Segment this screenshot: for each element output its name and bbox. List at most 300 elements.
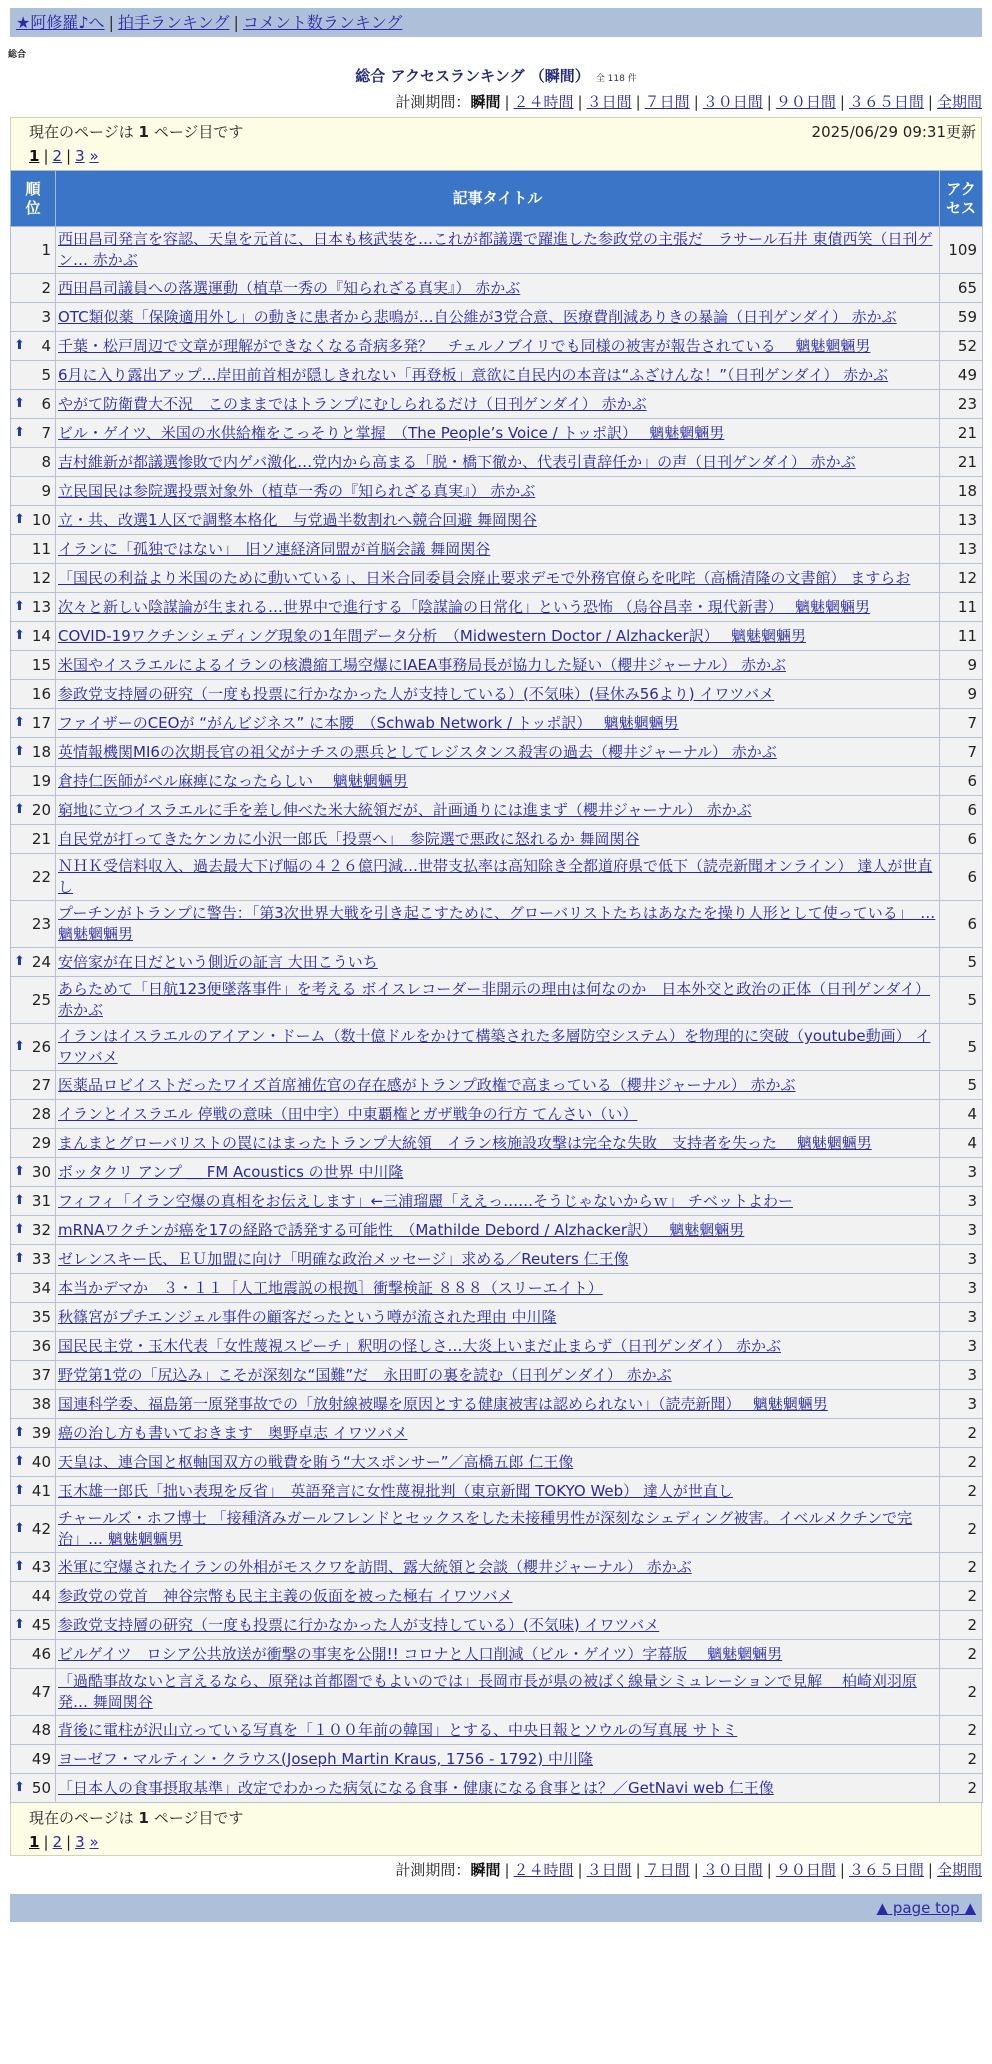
article-title-link[interactable]: 米軍に空爆されたイランの外相がモスクワを訪問、露大統領と会談（櫻井ジャーナル） 赤かぶ	[58, 1557, 692, 1576]
article-title-link[interactable]: ビル・ゲイツ、米国の水供給権をこっそりと掌握 （The People’s Voice / トッポ訳） 魑魅魍魎男	[58, 423, 725, 442]
title-cell	[56, 1071, 940, 1100]
title-cell	[56, 448, 940, 477]
up-arrow-icon: ⬆	[14, 1780, 25, 1795]
article-title-link[interactable]: 6月に入り露出アップ…岸田前首相が隠しきれない「再登板」意欲に自民内の本音は“ふざけんな！”（日刊ゲンダイ） 赤かぶ	[58, 365, 889, 384]
article-title-link[interactable]: 野党第1党の「尻込み」こそが深刻な“国難”だ 永田町の裏を読む（日刊ゲンダイ） 赤かぶ	[58, 1365, 672, 1384]
rank-number: 48	[31, 1721, 51, 1739]
up-arrow-icon: ⬆	[14, 1454, 25, 1469]
rank-number: 24	[31, 953, 51, 971]
period-selector-top	[10, 92, 982, 112]
article-title-link[interactable]: 安倍家が在日だという側近の証言 大田こういち	[58, 952, 378, 971]
rank-cell	[11, 303, 56, 332]
current-page-text	[29, 123, 243, 141]
article-title-link[interactable]: 医薬品ロビイストだったワイズ首席補佐官の存在感がトランプ政権で高まっている（櫻井ジャーナル） 赤かぶ	[58, 1075, 796, 1094]
up-arrow-icon: ⬆	[14, 1521, 25, 1536]
title-cell	[56, 564, 940, 593]
page-info-bottom	[10, 1803, 982, 1856]
total-count: 全 118 件	[595, 74, 637, 84]
rank-number: 38	[31, 1395, 51, 1413]
access-count: 3	[940, 1216, 983, 1245]
access-count: 59	[940, 303, 983, 332]
period-link[interactable]: ２４時間	[513, 93, 574, 111]
title-cell	[56, 1024, 940, 1071]
access-count: 2	[940, 1774, 983, 1803]
rank-number: 25	[31, 991, 51, 1009]
access-count: 6	[940, 767, 983, 796]
title-cell	[56, 1448, 940, 1477]
rank-number: 45	[31, 1616, 51, 1634]
title-cell	[56, 1216, 940, 1245]
rank-cell	[11, 1303, 56, 1332]
rank-column-header	[11, 171, 56, 227]
table-row	[11, 1071, 983, 1100]
title-cell	[56, 1419, 940, 1448]
period-link[interactable]: 全期間	[936, 1861, 982, 1879]
up-arrow-icon: ⬆	[14, 628, 25, 643]
rank-number: 32	[31, 1221, 51, 1239]
rank-cell	[11, 419, 56, 448]
pager-separator: |	[43, 147, 49, 165]
access-count: 5	[940, 948, 983, 977]
rank-cell	[11, 1100, 56, 1129]
access-count: 13	[940, 506, 983, 535]
rank-cell	[11, 1332, 56, 1361]
article-title-link[interactable]: 西田昌司発言を容認、天皇を元首に、日本も核武装を…これが都議選で躍進した参政党の主張だ ラサール石井 東債西笑（日刊ゲン… 赤かぶ	[58, 230, 933, 269]
title-cell	[56, 622, 940, 651]
top-nav-bar	[10, 8, 982, 37]
access-count: 3	[940, 1274, 983, 1303]
period-separator: |	[577, 1861, 583, 1879]
rank-number: 18	[31, 743, 51, 761]
article-title-link[interactable]: 秋篠宮がプチエンジェル事件の顧客だったという噂が流された理由 中川隆	[58, 1307, 557, 1326]
access-count: 5	[940, 1071, 983, 1100]
pager-current-page: 1	[29, 147, 40, 165]
rank-cell	[11, 1745, 56, 1774]
article-title-link[interactable]: まんまとグローバリストの罠にはまったトランプ大統領 イラン核施設攻撃は完全な失敗 支持者を失った 魑魅魍魎男	[58, 1133, 872, 1152]
table-row	[11, 1716, 983, 1745]
current-page-suffix: ページ目です	[153, 1809, 244, 1827]
period-separator: |	[577, 93, 583, 111]
title-cell	[56, 1506, 940, 1553]
period-separator: |	[839, 1861, 845, 1879]
title-cell	[56, 901, 940, 948]
rank-number: 13	[31, 598, 51, 616]
article-title-link[interactable]: mRNAワクチンが癌を17の経路で誘発する可能性 （Mathilde Debord / Alzhacker訳） 魑魅魍魎男	[58, 1220, 745, 1239]
title-cell	[56, 651, 940, 680]
table-row	[11, 448, 983, 477]
rank-cell	[11, 1611, 56, 1640]
article-title-link[interactable]: やがて防衛費大不況 このままではトランプにむしられるだけ（日刊ゲンダイ） 赤かぶ	[58, 394, 647, 413]
access-count: 3	[940, 1187, 983, 1216]
access-count: 11	[940, 593, 983, 622]
article-title-link[interactable]: プーチンがトランプに警告：「第3次世界大戦を引き起こすために、グローバリストたちはあなたを操り人形として使っている」 … 魑魅魍魎男	[58, 904, 936, 943]
table-row	[11, 1361, 983, 1390]
pager-page-link[interactable]: 3	[75, 1833, 85, 1851]
table-row	[11, 1582, 983, 1611]
up-arrow-icon: ⬆	[14, 1483, 25, 1498]
title-cell	[56, 1361, 940, 1390]
pager-page-link[interactable]: 2	[52, 147, 63, 165]
access-count: 23	[940, 390, 983, 419]
rank-number: 7	[41, 424, 51, 442]
title-cell	[56, 593, 940, 622]
rank-cell	[11, 390, 56, 419]
access-count: 2	[940, 1553, 983, 1582]
title-cell	[56, 1332, 940, 1361]
article-title-link[interactable]: 立民国民は参院選投票対象外（植草一秀の『知られざる真実』） 赤かぶ	[58, 481, 536, 500]
article-title-link[interactable]: COVID-19ワクチンシェディング現象の1年間データ分析 （Midwestern Doctor / Alzhacker訳） 魑魅魍魎男	[58, 626, 806, 645]
period-link[interactable]: ９０日間	[775, 1861, 836, 1879]
access-count: 2	[940, 1669, 983, 1716]
article-title-link[interactable]: ファイザーのCEOが “がんビジネス” に本腰 （Schwab Network / トッポ訳） 魑魅魍魎男	[58, 713, 679, 732]
access-count: 6	[940, 825, 983, 854]
current-page-suffix: ページ目です	[153, 123, 244, 141]
rank-cell	[11, 1129, 56, 1158]
table-row	[11, 680, 983, 709]
article-title-link[interactable]: 癌の治し方も書いておきます 奥野卓志 イワツバメ	[58, 1423, 408, 1442]
period-link[interactable]: 全期間	[936, 93, 982, 111]
page-top-link[interactable]: ▲ page top ▲	[876, 1899, 976, 1917]
rank-cell	[11, 680, 56, 709]
period-separator: |	[693, 1861, 699, 1879]
rank-cell	[11, 1274, 56, 1303]
rank-number: 23	[31, 915, 51, 933]
table-row	[11, 1187, 983, 1216]
period-link[interactable]: ３６５日間	[848, 93, 924, 111]
access-count: 7	[940, 738, 983, 767]
rank-cell	[11, 1071, 56, 1100]
rank-number: 49	[31, 1750, 51, 1768]
article-title-link[interactable]: イランはイスラエルのアイアン・ドーム（数十億ドルをかけて構築された多層防空システム）を物理的に突破（youtube動画） イワツバメ	[58, 1027, 931, 1066]
rank-cell	[11, 1669, 56, 1716]
article-title-link[interactable]: フィフィ「イラン空爆の真相をお伝えします」←三浦瑠麗「ええっ……そうじゃないからｗ」 チベットよわー	[58, 1191, 793, 1210]
rank-header-text: 順 位	[25, 179, 41, 217]
title-cell	[56, 796, 940, 825]
rank-cell	[11, 1245, 56, 1274]
up-arrow-icon: ⬆	[14, 802, 25, 817]
article-title-link[interactable]: 国民民主党・玉木代表「女性蔑視スピーチ」釈明の怪しさ…大炎上いまだ止まらず（日刊ゲンダイ） 赤かぶ	[58, 1336, 781, 1355]
table-header-row	[11, 171, 983, 227]
period-link[interactable]: ７日間	[644, 1861, 690, 1879]
title-cell	[56, 1774, 940, 1803]
count-header-text: アク セス	[945, 179, 976, 217]
title-cell	[56, 227, 940, 274]
title-cell	[56, 1640, 940, 1669]
title-cell	[56, 825, 940, 854]
footer-bar	[10, 1894, 982, 1922]
article-title-link[interactable]: 国連科学委、福島第一原発事故での「放射線被曝を原因とする健康被害は認められない」（読売新聞） 魑魅魍魎男	[58, 1394, 828, 1413]
rank-cell	[11, 854, 56, 901]
rank-number: 30	[31, 1163, 51, 1181]
article-title-link[interactable]: 参政党の党首 神谷宗幣も民主主義の仮面を被った極右 イワツバメ	[58, 1586, 513, 1605]
rank-number: 17	[31, 714, 51, 732]
access-count: 65	[940, 274, 983, 303]
access-count: 6	[940, 854, 983, 901]
rank-number: 8	[41, 453, 51, 471]
table-row	[11, 1303, 983, 1332]
rank-number: 34	[31, 1279, 51, 1297]
period-separator: |	[693, 93, 699, 111]
table-row	[11, 709, 983, 738]
rank-number: 29	[31, 1134, 51, 1152]
access-count: 2	[940, 1448, 983, 1477]
rank-number: 50	[31, 1779, 51, 1797]
rank-cell	[11, 361, 56, 390]
period-link[interactable]: ３０日間	[702, 1861, 763, 1879]
article-title-link[interactable]: 玉木雄一郎氏「拙い表現を反省」 英語発言に女性蔑視批判（東京新聞 TOKYO Web） 達人が世直し	[58, 1481, 733, 1500]
table-row	[11, 361, 983, 390]
access-count: 21	[940, 419, 983, 448]
rank-number: 43	[31, 1558, 51, 1576]
article-title-link[interactable]: 米国やイスラエルによるイランの核濃縮工場空爆にIAEA事務局長が協力した疑い（櫻井ジャーナル） 赤かぶ	[58, 655, 786, 674]
article-title-link[interactable]: 「国民の利益より米国のために動いている」、日米合同委員会廃止要求デモで外務官僚らを叱咤（高橋清隆の文書館） ますらお	[58, 568, 911, 587]
rank-cell	[11, 796, 56, 825]
title-cell	[56, 390, 940, 419]
access-count: 18	[940, 477, 983, 506]
period-link[interactable]: ３日間	[586, 1861, 632, 1879]
article-title-link[interactable]: あらためて「日航123便墜落事件」を考える ボイスレコーダー非開示の理由は何なのか 日本外交と政治の正体（日刊ゲンダイ） 赤かぶ	[58, 980, 931, 1019]
up-arrow-icon: ⬆	[14, 1222, 25, 1237]
applause-ranking-link[interactable]: 拍手ランキング	[117, 13, 230, 32]
pager-page-link[interactable]: 2	[52, 1833, 63, 1851]
period-separator: |	[766, 1861, 772, 1879]
up-arrow-icon: ⬆	[14, 954, 25, 969]
rank-cell	[11, 477, 56, 506]
rank-number: 22	[31, 868, 51, 886]
access-count: 5	[940, 977, 983, 1024]
table-row	[11, 651, 983, 680]
up-arrow-icon: ⬆	[14, 425, 25, 440]
rank-cell	[11, 622, 56, 651]
rank-cell	[11, 1448, 56, 1477]
table-row	[11, 1640, 983, 1669]
period-current: 瞬間	[470, 1861, 501, 1879]
title-cell	[56, 1274, 940, 1303]
title-cell	[56, 1477, 940, 1506]
table-row	[11, 593, 983, 622]
rank-number: 40	[31, 1453, 51, 1471]
article-title-link[interactable]: 立・共、改選1人区で調整本格化 与党過半数割れへ競合回避 舞岡関谷	[58, 510, 538, 529]
title-cell	[56, 419, 940, 448]
pager-next-link[interactable]: »	[89, 1833, 99, 1851]
rank-number: 42	[31, 1520, 51, 1538]
current-page-number: 1	[138, 123, 149, 141]
title-cell	[56, 361, 940, 390]
article-title-link[interactable]: ビルゲイツ ロシア公共放送が衝撃の事実を公開!! コロナと人口削減（ビル・ゲイツ）字幕版 魑魅魍魎男	[58, 1644, 783, 1663]
page-title	[0, 67, 992, 88]
access-count: 2	[940, 1506, 983, 1553]
rank-number: 44	[31, 1587, 51, 1605]
access-count: 11	[940, 622, 983, 651]
table-row	[11, 1506, 983, 1553]
table-row	[11, 901, 983, 948]
title-cell	[56, 709, 940, 738]
article-title-link[interactable]: ＮＨＫ受信料収入、過去最大下げ幅の４２６億円減…世帯支払率は高知除き全都道府県で低下（読売新聞オンライン） 達人が世直し	[58, 857, 933, 896]
rank-cell	[11, 825, 56, 854]
period-separator: |	[766, 93, 772, 111]
table-row	[11, 767, 983, 796]
period-link[interactable]: ３６５日間	[848, 1861, 924, 1879]
table-row	[11, 1611, 983, 1640]
article-title-link[interactable]: 倉持仁医師がベル麻痺になったらしい 魑魅魍魎男	[58, 771, 408, 790]
access-count: 52	[940, 332, 983, 361]
rank-cell	[11, 448, 56, 477]
rank-cell	[11, 332, 56, 361]
article-title-link[interactable]: ゼレンスキー氏、ＥＵ加盟に向け「明確な政治メッセージ」求める／Reuters 仁王像	[58, 1249, 629, 1268]
up-arrow-icon: ⬆	[14, 1164, 25, 1179]
article-title-link[interactable]: イランに「孤独ではない」 旧ソ連経済同盟が首脳会議 舞岡関谷	[58, 539, 491, 558]
period-selector-bottom	[10, 1860, 982, 1880]
up-arrow-icon: ⬆	[14, 338, 25, 353]
table-row	[11, 1669, 983, 1716]
title-cell	[56, 1187, 940, 1216]
rank-number: 27	[31, 1076, 51, 1094]
rank-cell	[11, 709, 56, 738]
title-cell	[56, 767, 940, 796]
article-title-link[interactable]: イランとイスラエル 停戦の意味（田中宇）中東覇権とガザ戦争の行方 てんさい（い）	[58, 1104, 638, 1123]
pager-page-link[interactable]: 3	[75, 147, 85, 165]
updated-timestamp: 2025/06/29 09:31更新	[811, 123, 976, 141]
access-count: 13	[940, 535, 983, 564]
rank-cell	[11, 977, 56, 1024]
article-title-link[interactable]: チャールズ・ホフ博士 「接種済みガールフレンドとセックスをした未接種男性が深刻なシェディング被害。イベルメクチンで完治」… 魑魅魍魎男	[58, 1509, 913, 1548]
rank-cell	[11, 564, 56, 593]
comment-ranking-link[interactable]: コメント数ランキング	[242, 13, 403, 32]
table-row	[11, 825, 983, 854]
current-page-text	[29, 1809, 243, 1827]
table-row	[11, 1419, 983, 1448]
table-row	[11, 419, 983, 448]
rank-cell	[11, 1582, 56, 1611]
article-title-link[interactable]: 「日本人の食事摂取基準」改定でわかった病気になる食事・健康になる食事とは？／GetNavi web 仁王像	[58, 1778, 774, 1797]
article-title-link[interactable]: 天皇は、連合国と枢軸国双方の戦費を賄う“大スポンサー”／高橋五郎 仁王像	[58, 1452, 574, 1471]
title-cell	[56, 303, 940, 332]
title-cell	[56, 1245, 940, 1274]
table-row	[11, 1390, 983, 1419]
rank-cell	[11, 1024, 56, 1071]
rank-number: 1	[41, 241, 51, 259]
article-title-link[interactable]: 参政党支持層の研究（一度も投票に行かなかった人が支持している）(不気味) イワツバメ	[58, 1615, 660, 1634]
period-label: 計測期間：	[395, 1861, 471, 1879]
title-cell	[56, 977, 940, 1024]
rank-number: 35	[31, 1308, 51, 1326]
title-cell	[56, 1553, 940, 1582]
article-title-link[interactable]: 千葉・松戸周辺で文章が理解ができなくなる奇病多発？ チェルノブイリでも同様の被害が報告されている 魑魅魍魎男	[58, 336, 871, 355]
title-cell	[56, 1669, 940, 1716]
title-cell	[56, 1303, 940, 1332]
article-title-link[interactable]: 吉村維新が都議選惨敗で内ゲバ激化…党内から高まる「脱・橋下徹か、代表引責辞任か」の声（日刊ゲンダイ） 赤かぶ	[58, 452, 856, 471]
rank-number: 6	[41, 395, 51, 413]
access-count: 2	[940, 1640, 983, 1669]
article-title-link[interactable]: 窮地に立つイスラエルに手を差し伸べた米大統領だが、計画通りには進まず（櫻井ジャーナル） 赤かぶ	[58, 800, 752, 819]
period-link[interactable]: ３０日間	[702, 93, 763, 111]
table-row	[11, 227, 983, 274]
article-title-link[interactable]: ボッタクリ アンプ ＿ FM Acoustics の世界 中川隆	[58, 1162, 404, 1181]
rank-cell	[11, 535, 56, 564]
table-row	[11, 564, 983, 593]
access-count: 9	[940, 651, 983, 680]
access-count: 6	[940, 796, 983, 825]
period-separator: |	[635, 93, 641, 111]
period-link[interactable]: ９０日間	[775, 93, 836, 111]
access-count: 3	[940, 1332, 983, 1361]
up-arrow-icon: ⬆	[14, 396, 25, 411]
rank-cell	[11, 1640, 56, 1669]
table-row	[11, 1100, 983, 1129]
article-title-link[interactable]: ヨーゼフ・マルティン・クラウス(Joseph Martin Kraus, 1756 - 1792) 中川隆	[58, 1749, 593, 1768]
nav-separator: |	[233, 13, 239, 32]
access-count: 21	[940, 448, 983, 477]
period-link[interactable]: ３日間	[586, 93, 632, 111]
access-count: 7	[940, 709, 983, 738]
pagination-bottom	[29, 1833, 981, 1851]
article-title-link[interactable]: 英情報機関MI6の次期長官の祖父がナチスの悪兵としてレジスタンス殺害の過去（櫻井ジャーナル） 赤かぶ	[58, 742, 777, 761]
access-count: 3	[940, 1245, 983, 1274]
title-cell	[56, 1716, 940, 1745]
article-title-link[interactable]: 自民党が打ってきたケンカに小沢一郎氏「投票へ」 参院選で悪政に怒れるか 舞岡関谷	[58, 829, 640, 848]
table-row	[11, 477, 983, 506]
rank-number: 3	[41, 308, 51, 326]
rank-number: 14	[31, 627, 51, 645]
table-row	[11, 1553, 983, 1582]
rank-cell	[11, 1716, 56, 1745]
access-count: 4	[940, 1129, 983, 1158]
rank-number: 4	[41, 337, 51, 355]
title-cell	[56, 948, 940, 977]
table-row	[11, 738, 983, 767]
rank-number: 9	[41, 482, 51, 500]
period-label: 計測期間：	[395, 93, 471, 111]
period-link[interactable]: ７日間	[644, 93, 690, 111]
rank-cell	[11, 1506, 56, 1553]
rank-cell	[11, 1774, 56, 1803]
rank-number: 47	[31, 1683, 51, 1701]
pager-next-link[interactable]: »	[89, 147, 99, 165]
rank-cell	[11, 651, 56, 680]
rank-cell	[11, 1361, 56, 1390]
title-cell	[56, 1390, 940, 1419]
current-page-prefix: 現在のページは	[29, 1809, 134, 1827]
period-separator: |	[839, 93, 845, 111]
table-row	[11, 1477, 983, 1506]
rank-cell	[11, 593, 56, 622]
period-current: 瞬間	[470, 93, 501, 111]
up-arrow-icon: ⬆	[14, 744, 25, 759]
article-title-link[interactable]: 本当かデマか ３・１１［人工地震説の根拠］衝撃検証 ８８８（スリーエイト）	[58, 1278, 603, 1297]
article-title-link[interactable]: 背後に電柱が沢山立っている写真を「１００年前の韓国」とする、中央日報とソウルの写真展 サトミ	[58, 1720, 738, 1739]
article-title-link[interactable]: 次々と新しい陰謀論が生まれる…世界中で進行する「陰謀論の日常化」という恐怖 （烏谷昌幸・現代新書） 魑魅魍魎男	[58, 597, 871, 616]
access-count: 49	[940, 361, 983, 390]
table-row	[11, 1216, 983, 1245]
rank-cell	[11, 1187, 56, 1216]
period-link[interactable]: ２４時間	[513, 1861, 574, 1879]
article-title-link[interactable]: 西田昌司議員への落選運動（植草一秀の『知られざる真実』） 赤かぶ	[58, 278, 521, 297]
rank-number: 21	[31, 830, 51, 848]
up-arrow-icon: ⬆	[14, 1425, 25, 1440]
article-title-link[interactable]: 「過酷事故ないと言えるなら、原発は首都圏でもよいのでは」長岡市長が県の被ばく線量シミュレーションで見解 柏崎刈羽原発… 舞岡関谷	[58, 1672, 917, 1711]
title-cell	[56, 1129, 940, 1158]
rank-number: 41	[31, 1482, 51, 1500]
ranking-table-body	[11, 227, 983, 1803]
title-cell	[56, 1745, 940, 1774]
site-home-link[interactable]: ★阿修羅♪へ	[16, 13, 105, 32]
current-page-prefix: 現在のページは	[29, 123, 134, 141]
title-cell	[56, 506, 940, 535]
article-title-link[interactable]: OTC類似薬「保険適用外し」の動きに患者から悲鳴が…自公維が3党合意、医療費削減ありきの暴論（日刊ゲンダイ） 赤かぶ	[58, 307, 897, 326]
table-row	[11, 332, 983, 361]
article-title-link[interactable]: 参政党支持層の研究（一度も投票に行かなかった人が支持している）(不気味）(昼休み56より) イワツバメ	[58, 684, 775, 703]
access-count: 5	[940, 1024, 983, 1071]
